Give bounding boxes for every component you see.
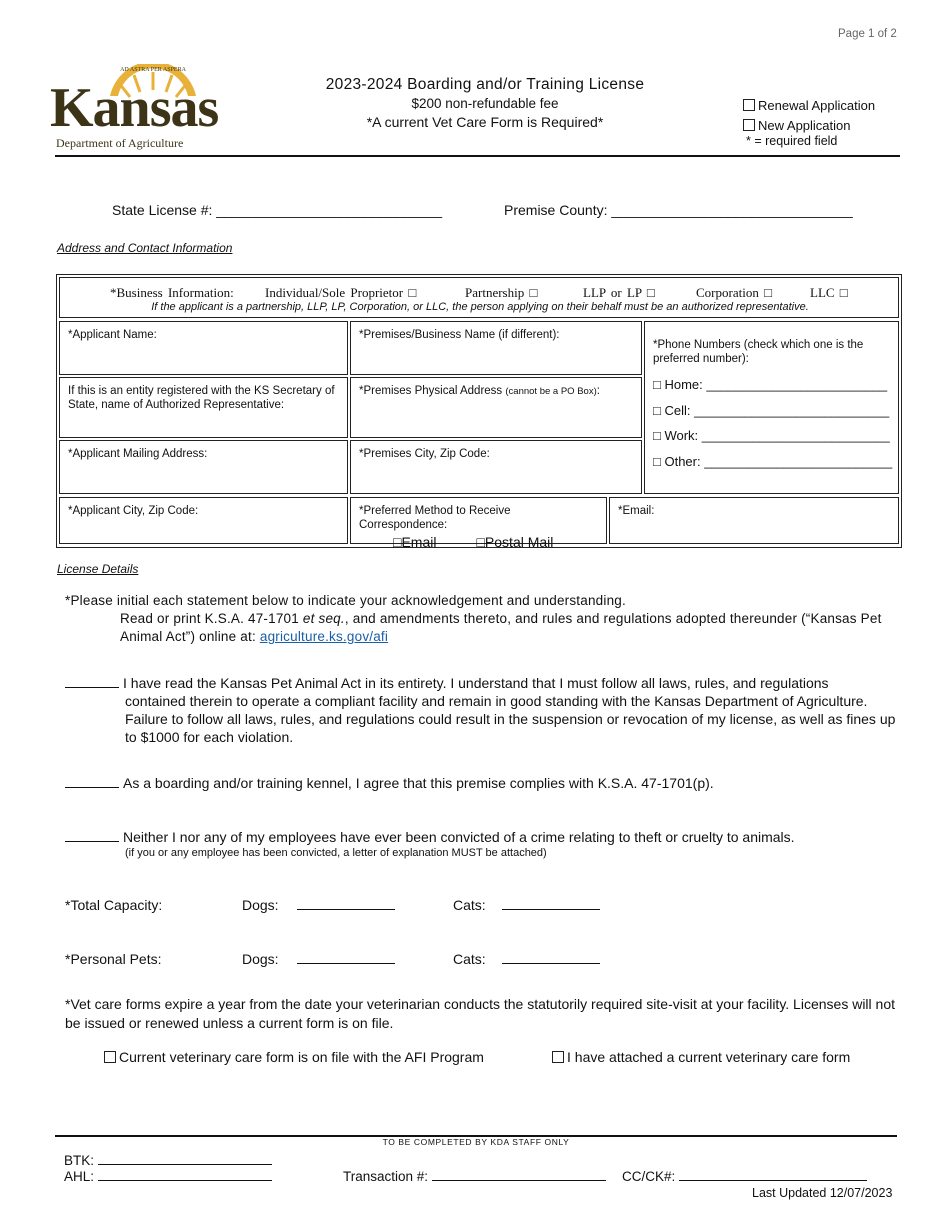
vet-attached-option[interactable] <box>552 1049 850 1065</box>
statement-3-text: Neither I nor any of my employees have ever been convicted of a crime relating to theft or cruelty to animals. <box>123 829 795 845</box>
btk-field[interactable] <box>64 1153 272 1168</box>
applicant-city-label: *Applicant City, Zip Code: <box>68 505 199 517</box>
staff-heading: TO BE COMPLETED BY KDA STAFF ONLY <box>382 1137 570 1147</box>
personal-pets-row <box>65 951 665 971</box>
statement-1 <box>65 674 900 746</box>
btk-line[interactable] <box>98 1153 272 1165</box>
transaction-field[interactable] <box>343 1169 606 1184</box>
premises-address-note: (cannot be a PO Box) <box>505 386 597 397</box>
phone-cell[interactable]: □ Cell: ___________________________ <box>653 402 890 418</box>
fee-note: $200 non-refundable fee <box>411 96 559 111</box>
initial-blank-1[interactable] <box>65 676 119 688</box>
premises-address-label: *Premises Physical Address <box>359 385 503 397</box>
page-number: Page 1 of 2 <box>838 28 897 40</box>
total-dogs-label: Dogs: <box>242 897 279 913</box>
renewal-checkbox[interactable] <box>743 99 755 111</box>
total-cats-label: Cats: <box>453 897 486 913</box>
premise-county-field[interactable] <box>504 202 853 218</box>
transaction-line[interactable] <box>432 1169 606 1181</box>
vet-on-file-checkbox[interactable] <box>104 1051 116 1063</box>
vet-care-paragraph: *Vet care forms expire a year from the date your veterinarian conducts the statutorily required site-visit at your facility. Licenses will not be issued or renewed unless a current form is on file. <box>65 996 895 1031</box>
form-title: 2023-2024 Boarding and/or Training License <box>325 76 645 93</box>
pets-cats-input[interactable] <box>502 951 600 964</box>
contact-section-title: Address and Contact Information <box>57 241 233 255</box>
ahl-line[interactable] <box>98 1169 272 1181</box>
authorized-rep-label: If this is an entity registered with the KS Secretary of State, name of Authorized Representative: <box>68 385 335 411</box>
vet-on-file-option[interactable] <box>104 1049 484 1065</box>
afi-link[interactable]: agriculture.ks.gov/afi <box>259 629 389 644</box>
pets-dogs-label: Dogs: <box>242 951 279 967</box>
vet-on-file-label: Current veterinary care form is on file with the AFI Program <box>119 1049 484 1065</box>
application-type <box>743 96 875 136</box>
cc-ck-line[interactable] <box>679 1169 867 1181</box>
vet-attached-label: I have attached a current veterinary care form <box>567 1049 851 1065</box>
phone-numbers-box <box>644 321 899 494</box>
authorized-rep-field[interactable] <box>59 377 348 438</box>
new-option[interactable] <box>743 116 875 136</box>
statement-1-rest: contained therein to operate a compliant facility and remain in good standing with the Kansas Department of Agriculture. Failure to follow all laws, rules, and regulations could result in the suspension or revocation of my license, as well as fines up to $1000 for each violation. <box>125 693 896 745</box>
statement-3 <box>65 828 900 860</box>
read-act-text <box>65 610 905 646</box>
total-capacity-row <box>65 897 665 917</box>
pref-mail-option[interactable]: □Postal Mail <box>476 534 554 550</box>
cc-ck-field[interactable] <box>622 1169 867 1184</box>
business-type-llp[interactable]: LLP or LP □ <box>583 285 655 300</box>
initial-blank-3[interactable] <box>65 830 119 842</box>
statement-3-note: (if you or any employee has been convicted, a letter of explanation MUST be attached) <box>125 847 547 859</box>
state-license-blank[interactable]: _____________________________ <box>216 202 443 218</box>
premises-name-label: *Premises/Business Name (if different): <box>359 329 560 341</box>
total-dogs-input[interactable] <box>297 897 395 910</box>
business-type-partnership[interactable]: Partnership □ <box>465 285 538 300</box>
premise-county-label: Premise County: <box>504 202 608 218</box>
premises-address-colon: : <box>596 385 600 397</box>
business-type-llc[interactable]: LLC □ <box>810 285 848 300</box>
vet-required-note: *A current Vet Care Form is Required* <box>366 114 604 130</box>
mailing-address-field[interactable] <box>59 440 348 494</box>
logo-subtitle: Department of Agriculture <box>56 136 184 150</box>
applicant-city-field[interactable] <box>59 497 348 544</box>
renewal-option[interactable] <box>743 96 875 116</box>
premises-city-field[interactable] <box>350 440 642 494</box>
statement-1-first: I have read the Kansas Pet Animal Act in its entirety. I understand that I must follow all laws, rules, and regulations <box>123 675 829 691</box>
ahl-field[interactable] <box>64 1169 272 1184</box>
phone-other[interactable]: □ Other: __________________________ <box>653 453 893 469</box>
applicant-name-field[interactable] <box>59 321 348 375</box>
pets-cats-label: Cats: <box>453 951 486 967</box>
premises-name-field[interactable] <box>350 321 642 375</box>
preferred-method-field <box>350 497 607 550</box>
business-type-individual[interactable]: Individual/Sole Proprietor □ <box>265 285 417 300</box>
preferred-method-options <box>359 535 598 549</box>
pets-dogs-input[interactable] <box>297 951 395 964</box>
new-checkbox[interactable] <box>743 119 755 131</box>
btk-label: BTK: <box>64 1153 95 1168</box>
initial-blank-2[interactable] <box>65 776 119 788</box>
statement-2 <box>65 774 900 792</box>
last-updated: Last Updated 12/07/2023 <box>752 1186 893 1200</box>
business-type-corporation[interactable]: Corporation □ <box>696 285 772 300</box>
read-act-em: et seq. <box>302 611 345 626</box>
mailing-address-label: *Applicant Mailing Address: <box>68 448 208 460</box>
initial-instructions <box>65 592 905 646</box>
premises-address-field[interactable] <box>350 377 642 438</box>
ahl-label: AHL: <box>64 1169 95 1184</box>
transaction-label: Transaction #: <box>343 1169 429 1184</box>
state-license-field[interactable] <box>112 202 442 218</box>
premises-city-label: *Premises City, Zip Code: <box>359 448 490 460</box>
business-info-note: If the applicant is a partnership, LLP, LP, Corporation, or LLC, the person applying on their behalf must be an authorized representative. <box>151 301 809 313</box>
state-license-label: State License #: <box>112 202 213 218</box>
total-cats-input[interactable] <box>502 897 600 910</box>
initial-instruction-text: *Please initial each statement below to indicate your acknowledgement and understanding. <box>65 593 626 608</box>
email-field[interactable] <box>609 497 899 544</box>
required-field-note: * = required field <box>746 134 838 148</box>
header-divider <box>55 155 900 157</box>
preferred-method-label: *Preferred Method to Receive Correspondence: <box>359 505 511 531</box>
pref-email-option[interactable]: □Email <box>393 534 437 550</box>
business-info-label: *Business Information: <box>110 285 234 300</box>
premise-county-blank[interactable]: _______________________________ <box>611 202 853 218</box>
logo-wordmark: Kansas <box>50 77 219 139</box>
license-section-title: License Details <box>57 562 139 576</box>
phone-work[interactable]: □ Work: __________________________ <box>653 428 890 443</box>
statement-2-text: As a boarding and/or training kennel, I agree that this premise complies with K.S.A. 47-1701(p). <box>123 775 714 791</box>
total-capacity-label: *Total Capacity: <box>65 897 163 913</box>
phone-home[interactable]: □ Home: _________________________ <box>653 377 888 392</box>
phone-numbers-heading: *Phone Numbers (check which one is the preferred number): <box>653 339 864 365</box>
read-act-part2: , and amendments thereto, and rules and regulations adopted thereunder (“Kansas Pet Animal Act”) online at: <box>120 611 882 644</box>
logo-motto: AD ASTRA PER ASPERA <box>120 67 186 73</box>
renewal-label: Renewal Application <box>758 98 876 113</box>
cc-ck-label: CC/CK#: <box>622 1169 676 1184</box>
read-act-part1: Read or print K.S.A. 47-1701 <box>120 611 299 626</box>
vet-attached-checkbox[interactable] <box>552 1051 564 1063</box>
business-info-box <box>59 277 899 318</box>
applicant-name-label: *Applicant Name: <box>68 329 157 341</box>
new-label: New Application <box>758 118 851 133</box>
form-title-block <box>300 75 670 132</box>
personal-pets-label: *Personal Pets: <box>65 951 162 967</box>
email-label: *Email: <box>618 505 655 517</box>
